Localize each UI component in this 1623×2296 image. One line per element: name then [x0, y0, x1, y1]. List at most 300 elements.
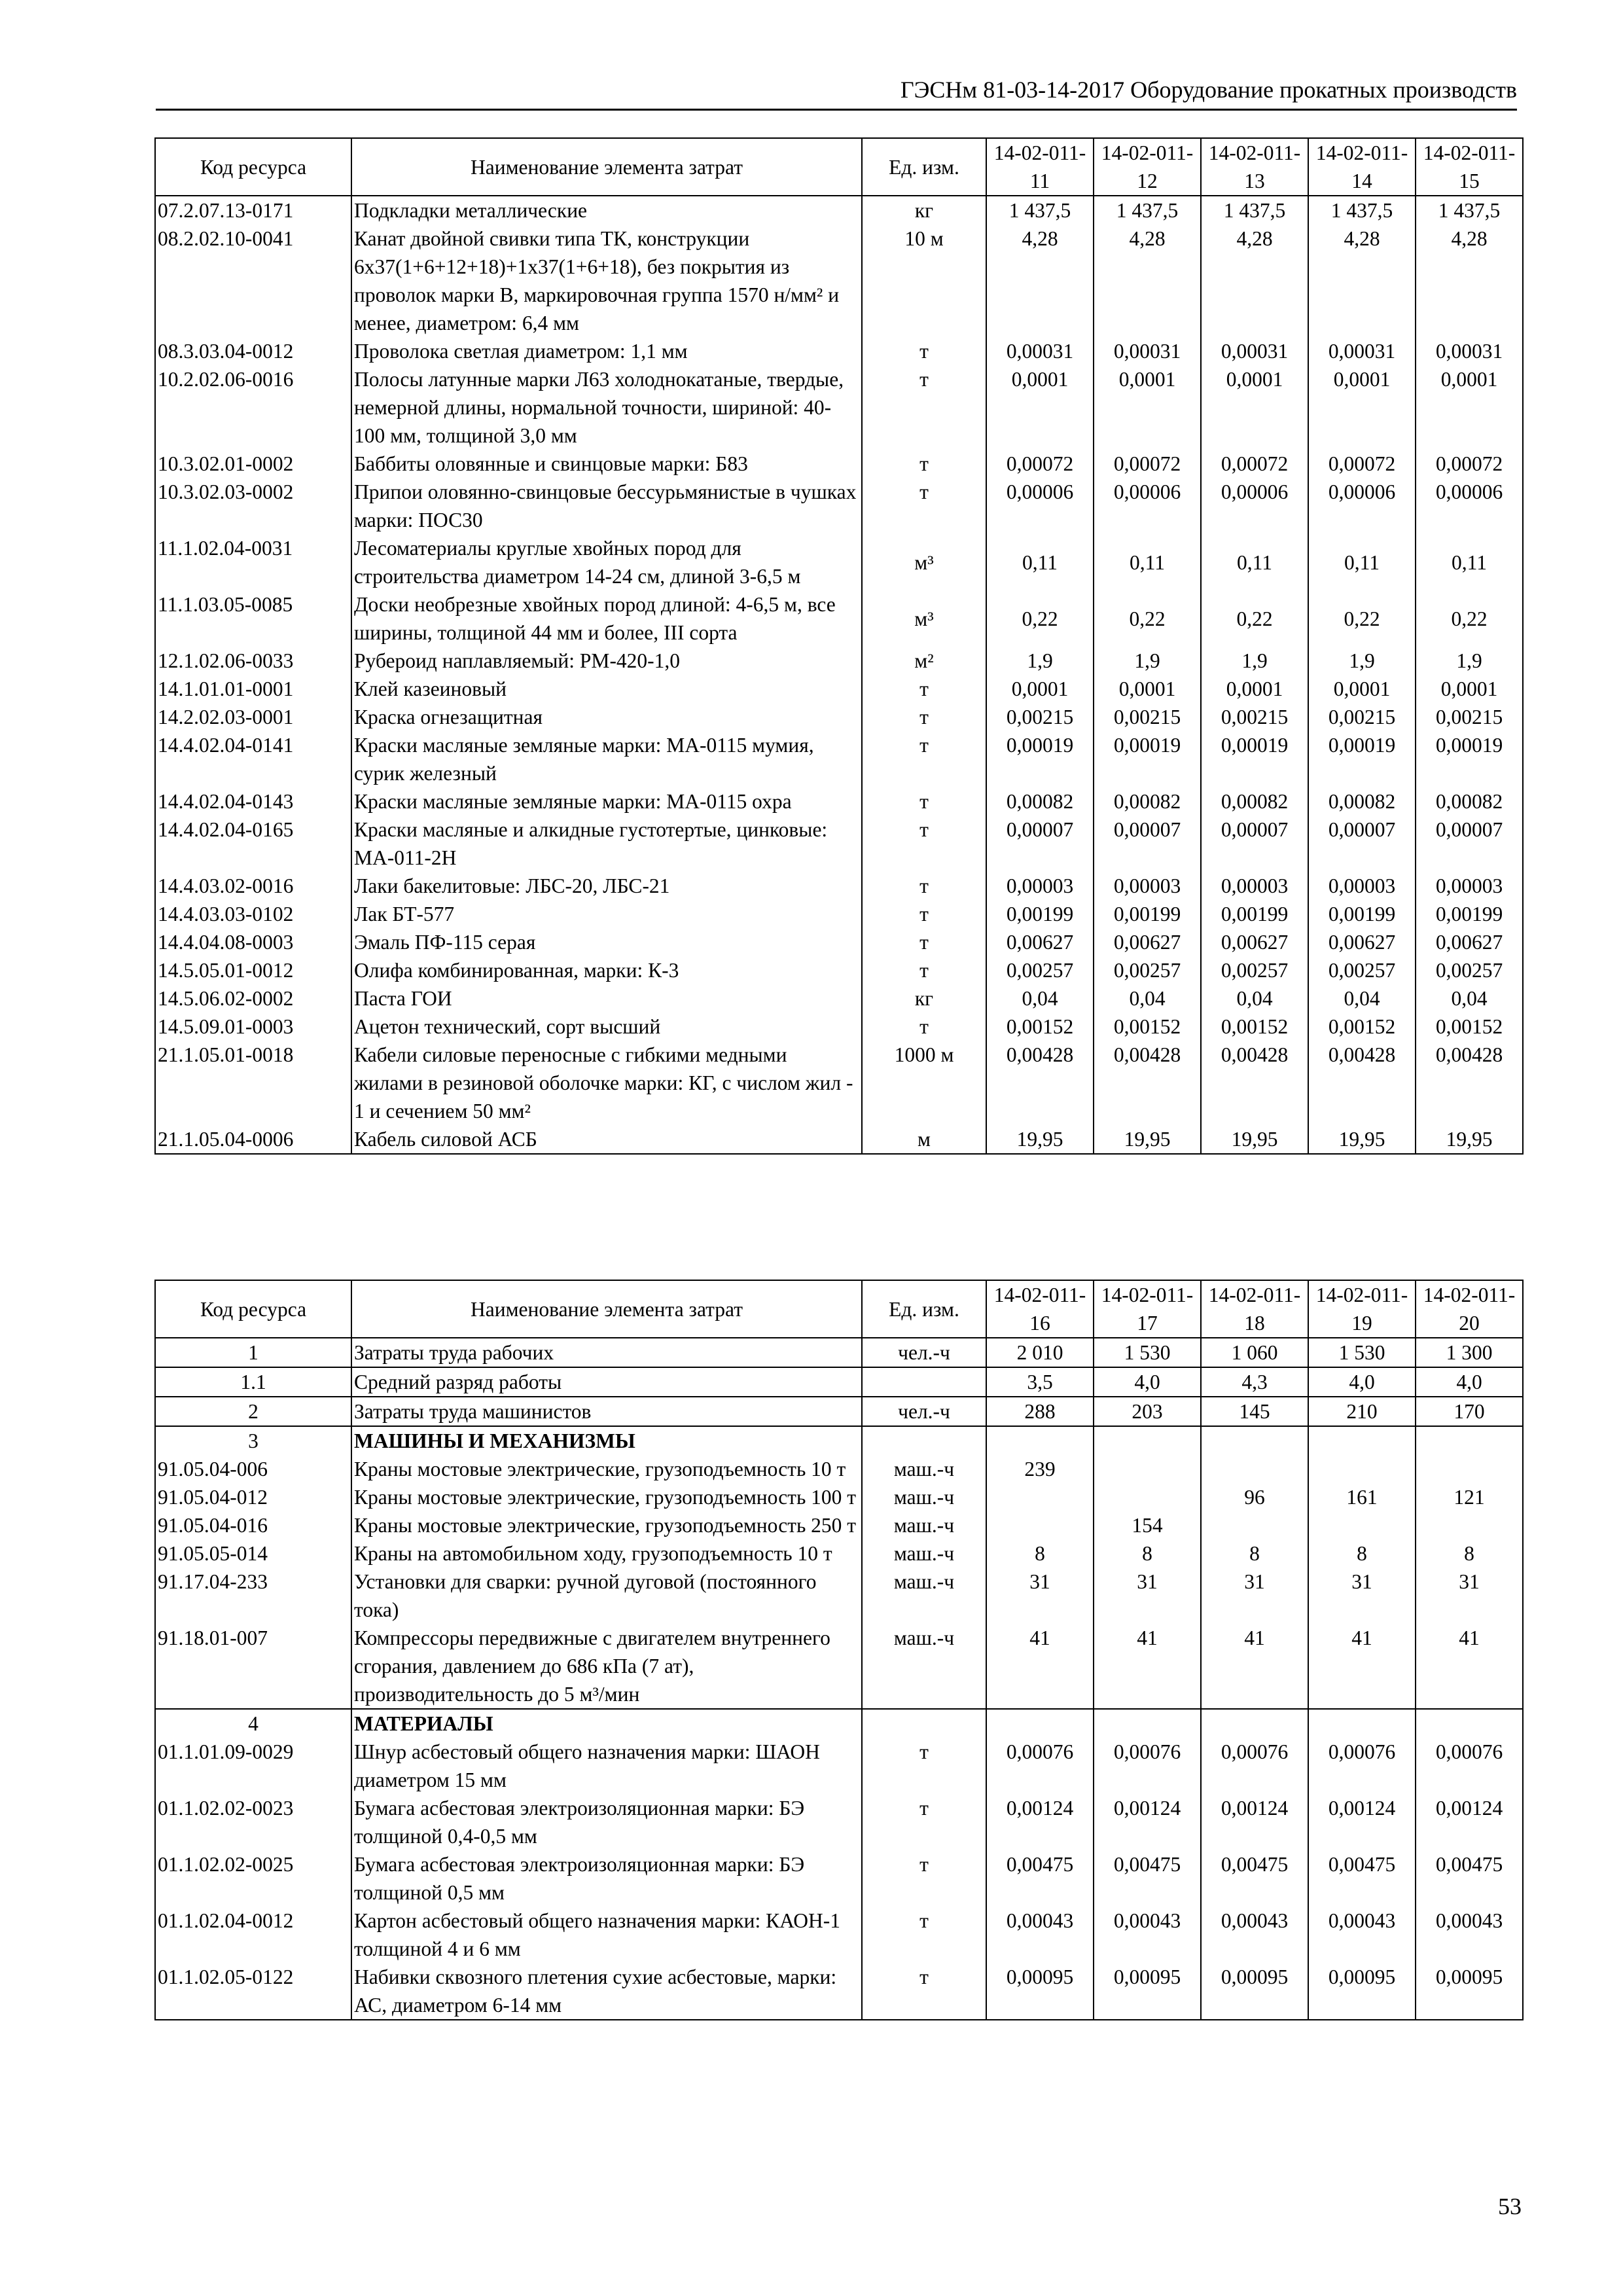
value-cell: 0,00076 — [1201, 1738, 1308, 1794]
value-cell: 0,00475 — [1308, 1850, 1416, 1907]
value-cell: 0,00215 — [1201, 703, 1308, 731]
value-cell: 0,00627 — [986, 928, 1094, 956]
value-cell: 96 — [1201, 1483, 1308, 1511]
value-cell: 0,00072 — [1094, 450, 1201, 478]
table-row — [155, 1455, 1523, 1483]
value-cell: 0,00475 — [1201, 1850, 1308, 1907]
value-cell: 0,00124 — [1308, 1794, 1416, 1850]
value-cell: 31 — [1094, 1568, 1201, 1624]
resource-name: Кабели силовые переносные с гибкими медными жилами в резиновой оболочке марки: КГ, с числом жил - 1 и сечением 50 мм² — [351, 1041, 862, 1125]
header-col-4: 14-02-011-14 — [1308, 138, 1416, 196]
value-cell: 0,00257 — [986, 956, 1094, 984]
table-row — [155, 1483, 1523, 1511]
value-cell: 19,95 — [986, 1125, 1094, 1154]
table-row — [155, 1367, 1523, 1397]
resource-code: 3 — [155, 1426, 351, 1455]
unit-cell: м³ — [862, 590, 986, 647]
header-col-1: 14-02-011-11 — [986, 138, 1094, 196]
resource-name: Канат двойной свивки типа ТК, конструкции 6х37(1+6+12+18)+1х37(1+6+18), без покрытия из проволок марки В, маркировочная группа 1570 н/мм² и менее, диаметром: 6,4 мм — [351, 224, 862, 337]
value-cell: 0,00199 — [986, 900, 1094, 928]
unit-cell: м³ — [862, 534, 986, 590]
value-cell: 0,11 — [1201, 534, 1308, 590]
resource-table-1 — [154, 137, 1524, 1155]
resource-code: 91.05.04-006 — [155, 1455, 351, 1483]
unit-cell: т — [862, 956, 986, 984]
table-row — [155, 1013, 1523, 1041]
value-cell: 0,00082 — [1308, 787, 1416, 816]
resource-name: Краны на автомобильном ходу, грузоподъемность 10 т — [351, 1539, 862, 1568]
value-cell: 41 — [1201, 1624, 1308, 1709]
unit-cell: т — [862, 787, 986, 816]
value-cell: 0,00003 — [986, 872, 1094, 900]
resource-name: Средний разряд работы — [351, 1367, 862, 1397]
value-cell: 1,9 — [1094, 647, 1201, 675]
value-cell: 0,00152 — [1094, 1013, 1201, 1041]
value-cell: 0,11 — [1416, 534, 1523, 590]
unit-cell: чел.-ч — [862, 1338, 986, 1367]
value-cell: 0,00006 — [1201, 478, 1308, 534]
value-cell: 41 — [1416, 1624, 1523, 1709]
resource-code: 14.5.09.01-0003 — [155, 1013, 351, 1041]
unit-cell: кг — [862, 196, 986, 224]
value-cell: 1 530 — [1094, 1338, 1201, 1367]
value-cell: 0,00076 — [986, 1738, 1094, 1794]
unit-cell: т — [862, 478, 986, 534]
resource-code: 14.4.04.08-0003 — [155, 928, 351, 956]
value-cell: 0,00152 — [1201, 1013, 1308, 1041]
value-cell: 0,00072 — [1201, 450, 1308, 478]
value-cell: 0,22 — [1416, 590, 1523, 647]
resource-name: Подкладки металлические — [351, 196, 862, 224]
value-cell: 170 — [1416, 1397, 1523, 1426]
value-cell — [986, 1483, 1094, 1511]
table-header-row — [155, 1280, 1523, 1338]
value-cell: 0,00095 — [1308, 1963, 1416, 2020]
table-row — [155, 731, 1523, 787]
value-cell: 0,00199 — [1308, 900, 1416, 928]
value-cell — [1094, 1483, 1201, 1511]
value-cell: 0,22 — [986, 590, 1094, 647]
value-cell: 0,11 — [1094, 534, 1201, 590]
unit-cell — [862, 1709, 986, 1738]
unit-cell: т — [862, 872, 986, 900]
value-cell: 0,00627 — [1308, 928, 1416, 956]
resource-code: 91.05.04-012 — [155, 1483, 351, 1511]
value-cell: 0,00257 — [1308, 956, 1416, 984]
value-cell: 239 — [986, 1455, 1094, 1483]
unit-cell: т — [862, 816, 986, 872]
value-cell: 0,00072 — [986, 450, 1094, 478]
table-row — [155, 1738, 1523, 1794]
resource-name: Паста ГОИ — [351, 984, 862, 1013]
value-cell: 0,00428 — [1094, 1041, 1201, 1125]
value-cell: 0,00215 — [1416, 703, 1523, 731]
table-row — [155, 1539, 1523, 1568]
value-cell: 19,95 — [1201, 1125, 1308, 1154]
value-cell: 0,00007 — [1094, 816, 1201, 872]
resource-name: Затраты труда рабочих — [351, 1338, 862, 1367]
resource-name: Бумага асбестовая электроизоляционная марки: БЭ толщиной 0,5 мм — [351, 1850, 862, 1907]
value-cell: 0,00072 — [1416, 450, 1523, 478]
table-row — [155, 1397, 1523, 1426]
value-cell: 0,0001 — [1201, 365, 1308, 450]
unit-cell: маш.-ч — [862, 1568, 986, 1624]
value-cell: 8 — [1094, 1539, 1201, 1568]
value-cell: 121 — [1416, 1483, 1523, 1511]
value-cell: 31 — [986, 1568, 1094, 1624]
value-cell: 1 437,5 — [986, 196, 1094, 224]
value-cell: 0,00095 — [986, 1963, 1094, 2020]
header-code: Код ресурса — [155, 138, 351, 196]
unit-cell: т — [862, 1907, 986, 1963]
table-row — [155, 1907, 1523, 1963]
unit-cell: т — [862, 928, 986, 956]
table-row — [155, 1426, 1523, 1455]
value-cell: 0,00124 — [1416, 1794, 1523, 1850]
value-cell: 41 — [986, 1624, 1094, 1709]
value-cell: 4,0 — [1308, 1367, 1416, 1397]
page-header — [156, 71, 1517, 111]
unit-cell: т — [862, 337, 986, 365]
value-cell: 0,00627 — [1094, 928, 1201, 956]
resource-code: 91.05.04-016 — [155, 1511, 351, 1539]
unit-cell: м — [862, 1125, 986, 1154]
table-row — [155, 196, 1523, 224]
value-cell: 0,00627 — [1416, 928, 1523, 956]
value-cell: 0,00257 — [1201, 956, 1308, 984]
unit-cell: чел.-ч — [862, 1397, 986, 1426]
table-row — [155, 450, 1523, 478]
resource-code: 14.5.05.01-0012 — [155, 956, 351, 984]
value-cell: 41 — [1308, 1624, 1416, 1709]
value-cell: 145 — [1201, 1397, 1308, 1426]
unit-cell — [862, 1367, 986, 1397]
unit-cell: маш.-ч — [862, 1511, 986, 1539]
value-cell: 0,00031 — [1201, 337, 1308, 365]
resource-name: Краски масляные земляные марки: МА-0115 охра — [351, 787, 862, 816]
table-row — [155, 590, 1523, 647]
value-cell — [1094, 1426, 1201, 1455]
header-col-5: 14-02-011-20 — [1416, 1280, 1523, 1338]
value-cell: 0,00152 — [1416, 1013, 1523, 1041]
header-col-3: 14-02-011-13 — [1201, 138, 1308, 196]
table-row — [155, 224, 1523, 337]
resource-name: Олифа комбинированная, марки: К-3 — [351, 956, 862, 984]
table-row — [155, 1624, 1523, 1709]
resource-code: 01.1.02.02-0025 — [155, 1850, 351, 1907]
resource-name: МАШИНЫ И МЕХАНИЗМЫ — [351, 1426, 862, 1455]
value-cell: 0,0001 — [1416, 365, 1523, 450]
table-row — [155, 534, 1523, 590]
value-cell: 0,0001 — [986, 365, 1094, 450]
table-row — [155, 337, 1523, 365]
table-row — [155, 928, 1523, 956]
value-cell: 8 — [1201, 1539, 1308, 1568]
value-cell: 4,3 — [1201, 1367, 1308, 1397]
value-cell — [1308, 1511, 1416, 1539]
resource-code: 1.1 — [155, 1367, 351, 1397]
resource-code: 91.18.01-007 — [155, 1624, 351, 1709]
value-cell: 0,00007 — [1201, 816, 1308, 872]
table-row — [155, 816, 1523, 872]
table-row — [155, 1125, 1523, 1154]
value-cell: 0,0001 — [1201, 675, 1308, 703]
value-cell: 0,00006 — [1308, 478, 1416, 534]
value-cell: 3,5 — [986, 1367, 1094, 1397]
value-cell: 0,00257 — [1416, 956, 1523, 984]
resource-code: 07.2.07.13-0171 — [155, 196, 351, 224]
value-cell: 0,22 — [1094, 590, 1201, 647]
table-row — [155, 900, 1523, 928]
resource-name: Лаки бакелитовые: ЛБС-20, ЛБС-21 — [351, 872, 862, 900]
resource-code: 01.1.01.09-0029 — [155, 1738, 351, 1794]
value-cell: 0,00095 — [1416, 1963, 1523, 2020]
value-cell: 0,00031 — [986, 337, 1094, 365]
value-cell: 0,00475 — [1416, 1850, 1523, 1907]
value-cell: 8 — [986, 1539, 1094, 1568]
unit-cell: т — [862, 703, 986, 731]
table-row — [155, 703, 1523, 731]
resource-code: 11.1.03.05-0085 — [155, 590, 351, 647]
value-cell: 0,00215 — [1094, 703, 1201, 731]
value-cell: 0,00043 — [986, 1907, 1094, 1963]
value-cell: 0,00072 — [1308, 450, 1416, 478]
value-cell: 0,00043 — [1201, 1907, 1308, 1963]
value-cell: 0,04 — [1308, 984, 1416, 1013]
value-cell: 0,00019 — [1094, 731, 1201, 787]
value-cell: 4,28 — [1201, 224, 1308, 337]
value-cell: 0,0001 — [1416, 675, 1523, 703]
value-cell: 0,00019 — [1201, 731, 1308, 787]
value-cell: 0,00428 — [1416, 1041, 1523, 1125]
value-cell: 31 — [1416, 1568, 1523, 1624]
unit-cell: маш.-ч — [862, 1624, 986, 1709]
value-cell: 0,00095 — [1201, 1963, 1308, 2020]
value-cell: 1 530 — [1308, 1338, 1416, 1367]
resource-code: 91.17.04-233 — [155, 1568, 351, 1624]
value-cell: 0,00006 — [1094, 478, 1201, 534]
value-cell: 1,9 — [1416, 647, 1523, 675]
value-cell: 41 — [1094, 1624, 1201, 1709]
table-row — [155, 1338, 1523, 1367]
value-cell: 0,00031 — [1416, 337, 1523, 365]
value-cell: 0,0001 — [1308, 365, 1416, 450]
value-cell: 1 437,5 — [1416, 196, 1523, 224]
header-col-5: 14-02-011-15 — [1416, 138, 1523, 196]
value-cell: 0,04 — [986, 984, 1094, 1013]
header-name: Наименование элемента затрат — [351, 1280, 862, 1338]
resource-code: 14.4.02.04-0143 — [155, 787, 351, 816]
resource-name: Картон асбестовый общего назначения марки: КАОН-1 толщиной 4 и 6 мм — [351, 1907, 862, 1963]
value-cell: 0,00199 — [1094, 900, 1201, 928]
value-cell: 0,00095 — [1094, 1963, 1201, 2020]
table-row — [155, 1041, 1523, 1125]
resource-code: 11.1.02.04-0031 — [155, 534, 351, 590]
unit-cell: т — [862, 365, 986, 450]
table-row — [155, 787, 1523, 816]
unit-cell: т — [862, 731, 986, 787]
table-row — [155, 956, 1523, 984]
value-cell: 1 437,5 — [1201, 196, 1308, 224]
value-cell — [1416, 1426, 1523, 1455]
value-cell: 0,00428 — [1201, 1041, 1308, 1125]
resource-name: Лак БТ-577 — [351, 900, 862, 928]
table-row — [155, 1568, 1523, 1624]
value-cell: 0,00124 — [986, 1794, 1094, 1850]
value-cell — [1201, 1455, 1308, 1483]
unit-cell: т — [862, 1794, 986, 1850]
resource-code: 12.1.02.06-0033 — [155, 647, 351, 675]
value-cell: 0,00082 — [986, 787, 1094, 816]
value-cell: 1,9 — [1308, 647, 1416, 675]
value-cell: 0,00199 — [1416, 900, 1523, 928]
value-cell — [1201, 1511, 1308, 1539]
resource-code: 2 — [155, 1397, 351, 1426]
table-row — [155, 1709, 1523, 1738]
unit-cell: т — [862, 900, 986, 928]
header-col-4: 14-02-011-19 — [1308, 1280, 1416, 1338]
unit-cell: т — [862, 1963, 986, 2020]
resource-name: Краны мостовые электрические, грузоподъемность 10 т — [351, 1455, 862, 1483]
resource-name: Лесоматериалы круглые хвойных пород для строительства диаметром 14-24 см, длиной 3-6,5 м — [351, 534, 862, 590]
header-code: Код ресурса — [155, 1280, 351, 1338]
table-row — [155, 647, 1523, 675]
value-cell: 0,00076 — [1308, 1738, 1416, 1794]
resource-name: Компрессоры передвижные с двигателем внутреннего сгорания, давлением до 686 кПа (7 ат), производительность до 5 м³/мин — [351, 1624, 862, 1709]
resource-name: Краски масляные и алкидные густотертые, цинковые: МА-011-2Н — [351, 816, 862, 872]
resource-code: 01.1.02.05-0122 — [155, 1963, 351, 2020]
resource-name: Ацетон технический, сорт высший — [351, 1013, 862, 1041]
table-row — [155, 675, 1523, 703]
unit-cell: кг — [862, 984, 986, 1013]
value-cell: 0,00003 — [1201, 872, 1308, 900]
resource-name: Клей казеиновый — [351, 675, 862, 703]
value-cell: 0,00043 — [1416, 1907, 1523, 1963]
value-cell: 4,0 — [1416, 1367, 1523, 1397]
value-cell: 1 060 — [1201, 1338, 1308, 1367]
resource-name: МАТЕРИАЛЫ — [351, 1709, 862, 1738]
page-number: 53 — [1498, 2193, 1522, 2219]
value-cell — [1416, 1455, 1523, 1483]
value-cell: 1,9 — [1201, 647, 1308, 675]
resource-name: Шнур асбестовый общего назначения марки: ШАОН диаметром 15 мм — [351, 1738, 862, 1794]
value-cell: 0,00475 — [1094, 1850, 1201, 1907]
value-cell: 0,00076 — [1094, 1738, 1201, 1794]
value-cell: 0,00076 — [1416, 1738, 1523, 1794]
resource-code: 08.2.02.10-0041 — [155, 224, 351, 337]
value-cell: 210 — [1308, 1397, 1416, 1426]
value-cell: 0,0001 — [986, 675, 1094, 703]
resource-name: Затраты труда машинистов — [351, 1397, 862, 1426]
resource-code: 14.1.01.01-0001 — [155, 675, 351, 703]
resource-name: Эмаль ПФ-115 серая — [351, 928, 862, 956]
table-row — [155, 1850, 1523, 1907]
value-cell: 0,00152 — [986, 1013, 1094, 1041]
table-row — [155, 1511, 1523, 1539]
value-cell: 19,95 — [1308, 1125, 1416, 1154]
value-cell — [1094, 1455, 1201, 1483]
resource-code: 08.3.03.04-0012 — [155, 337, 351, 365]
resource-code: 01.1.02.02-0023 — [155, 1794, 351, 1850]
header-col-3: 14-02-011-18 — [1201, 1280, 1308, 1338]
resource-code: 14.2.02.03-0001 — [155, 703, 351, 731]
value-cell — [1094, 1709, 1201, 1738]
table-row — [155, 365, 1523, 450]
value-cell: 31 — [1201, 1568, 1308, 1624]
table-row — [155, 984, 1523, 1013]
unit-cell: т — [862, 1850, 986, 1907]
value-cell: 0,00152 — [1308, 1013, 1416, 1041]
value-cell: 0,11 — [986, 534, 1094, 590]
value-cell — [1201, 1709, 1308, 1738]
header-col-2: 14-02-011-17 — [1094, 1280, 1201, 1338]
resource-name: Набивки сквозного плетения сухие асбестовые, марки: АС, диаметром 6-14 мм — [351, 1963, 862, 2020]
table-header-row — [155, 138, 1523, 196]
resource-name: Припои оловянно-свинцовые бессурьмянистые в чушках марки: ПОС30 — [351, 478, 862, 534]
resource-code: 14.4.02.04-0141 — [155, 731, 351, 787]
value-cell — [1416, 1709, 1523, 1738]
value-cell — [1308, 1709, 1416, 1738]
unit-cell: маш.-ч — [862, 1455, 986, 1483]
value-cell: 154 — [1094, 1511, 1201, 1539]
resource-code: 1 — [155, 1338, 351, 1367]
unit-cell: т — [862, 675, 986, 703]
unit-cell: т — [862, 1013, 986, 1041]
value-cell: 0,00006 — [986, 478, 1094, 534]
value-cell: 1 437,5 — [1094, 196, 1201, 224]
resource-name: Кабель силовой АСБ — [351, 1125, 862, 1154]
unit-cell: 1000 м — [862, 1041, 986, 1125]
table-row — [155, 1963, 1523, 2020]
value-cell: 161 — [1308, 1483, 1416, 1511]
unit-cell: маш.-ч — [862, 1483, 986, 1511]
resource-code: 21.1.05.01-0018 — [155, 1041, 351, 1125]
resource-code: 10.3.02.03-0002 — [155, 478, 351, 534]
value-cell — [986, 1426, 1094, 1455]
resource-code: 14.4.03.02-0016 — [155, 872, 351, 900]
table-row — [155, 478, 1523, 534]
resource-code: 14.4.03.03-0102 — [155, 900, 351, 928]
value-cell — [986, 1511, 1094, 1539]
resource-name: Баббиты оловянные и свинцовые марки: Б83 — [351, 450, 862, 478]
value-cell: 4,28 — [1308, 224, 1416, 337]
value-cell: 0,00031 — [1094, 337, 1201, 365]
resource-name: Краны мостовые электрические, грузоподъемность 250 т — [351, 1511, 862, 1539]
resource-code: 10.2.02.06-0016 — [155, 365, 351, 450]
value-cell: 0,00082 — [1416, 787, 1523, 816]
document-title: ГЭСНм 81-03-14-2017 Оборудование прокатных производств — [900, 77, 1517, 103]
value-cell: 0,00428 — [986, 1041, 1094, 1125]
resource-code: 4 — [155, 1709, 351, 1738]
value-cell: 0,11 — [1308, 534, 1416, 590]
resource-code: 01.1.02.04-0012 — [155, 1907, 351, 1963]
value-cell: 4,28 — [986, 224, 1094, 337]
resource-name: Краска огнезащитная — [351, 703, 862, 731]
resource-name: Краски масляные земляные марки: МА-0115 мумия, сурик железный — [351, 731, 862, 787]
unit-cell: 10 м — [862, 224, 986, 337]
value-cell: 0,00124 — [1201, 1794, 1308, 1850]
value-cell: 0,0001 — [1308, 675, 1416, 703]
value-cell: 0,00215 — [986, 703, 1094, 731]
value-cell: 288 — [986, 1397, 1094, 1426]
header-unit: Ед. изм. — [862, 1280, 986, 1338]
resource-code: 14.5.06.02-0002 — [155, 984, 351, 1013]
unit-cell — [862, 1426, 986, 1455]
unit-cell: маш.-ч — [862, 1539, 986, 1568]
value-cell: 19,95 — [1094, 1125, 1201, 1154]
value-cell: 0,00007 — [1308, 816, 1416, 872]
value-cell: 0,00428 — [1308, 1041, 1416, 1125]
